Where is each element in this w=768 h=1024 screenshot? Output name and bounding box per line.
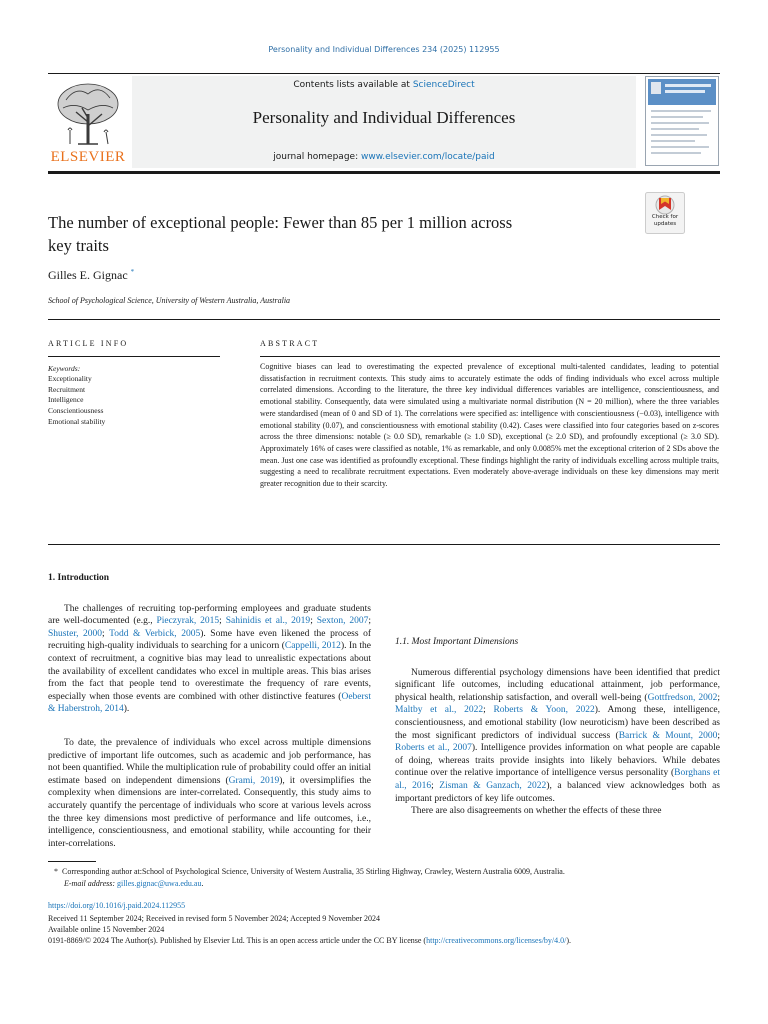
keyword-item: Exceptionality — [48, 374, 92, 383]
column-overflow-mask — [395, 572, 720, 612]
footnote-corresponding: * Corresponding author at:School of Psychological Science, University of Western Australia, 35 Stirling Highway, Crawley, Western Australia 6009, Australia. — [54, 867, 565, 876]
doi-link[interactable]: https://doi.org/10.1016/j.paid.2024.112955 — [48, 901, 186, 910]
subsection-heading: 1.1. Most Important Dimensions — [395, 637, 519, 647]
keywords-label: Keywords: — [48, 364, 81, 373]
contents-line — [132, 80, 636, 90]
keywords-list — [48, 374, 105, 428]
citation-link[interactable]: Barrick & Mount, 2000 — [618, 730, 718, 741]
citation-link[interactable]: Gottfredson, 2002 — [647, 692, 718, 703]
author-name — [48, 268, 134, 283]
online-date: Available online 15 November 2024 — [48, 925, 165, 934]
abstract-text: Cognitive biases can lead to overestimating the expected prevalence of exceptional multi-talented candidates, leading to potential dissatisfaction in recruitment contexts. This study aims to accurately estimate the odds of finding individuals who excel across multiple correlated dimensions. According to the literature, the three key individual differences variables are intelligence, conscientiousness, and emotional stability. Consequently, data were simulated using a multivariate normal distribution (N = 20 million), where the three variables were standardised (mean of 0 and SD of 1). The correlations were specified as: intelligence with conscientiousness (−0.03), intelligence with emotional stability (0.07), and conscientiousness with emotional stability (0.42). Cases were classified into four categories based on z-scores across the three dimensions: notable (≥ 0.0 SD), remarkable (≥ 1.0 SD), exceptional (≥ 2.0 SD), and profoundly exceptional (≥ 3.0 SD). Approximately 16% of cases were classified as notable, 1% as remarkable, and only 0.0085% met the exceptional criterion of 2 SDs above the mean. Just one case was identified as profoundly exceptional. These findings highlight the rarity of individuals excelling across multiple traits, suggesting a need to recalibrate recruitment expectations. Even moderately above-average individuals on these key dimensions may merit greater recognition due to their scarcity. — [260, 362, 719, 489]
title-rule — [48, 319, 720, 320]
citation-link[interactable]: Roberts & Yoon, 2022 — [493, 705, 595, 716]
journal-cover-thumbnail-icon[interactable] — [645, 76, 719, 166]
subsection-paragraph-1: Numerous differential psychology dimensions have been identified that predict significant life outcomes, including educational attainment, job performance, physical health, relationship satisfaction, and overall well-being (Gottfredson, 2002; Maltby et al., 2022; Roberts & Yoon, 2022). Among these, intelligence, conscientiousness, and emotional stability (low neuroticism) have been described as the most significant predictors of individual success (Barrick & Mount, 2000; Roberts et al., 2007). Intelligence provides information on what people are capable of doing, whereas traits provide insights into likely behaviors. While debates continue over the relative importance of intelligence versus personality (Borghans et al., 2016; Zisman & Ganzach, 2022), a balanced view acknowledges both as important predictors of key life outcomes. — [395, 667, 721, 804]
citation-link[interactable]: Oeberst & Haberstroh, 2014 — [48, 691, 371, 715]
abstract-rule — [260, 356, 720, 357]
body-column-left — [48, 572, 371, 716]
email-label: E-mail address: — [64, 879, 118, 888]
crossmark-icon[interactable] — [645, 192, 685, 234]
homepage-prefix: journal homepage: — [273, 152, 361, 162]
keyword-item: Emotional stability — [48, 416, 106, 426]
author-footnote-mark[interactable]: * — [130, 268, 135, 276]
article-title-line-1: The number of exceptional people: Fewer than 85 per 1 million across — [48, 213, 513, 232]
subsection-paragraph-2: There are also disagreements on whether the effects of these three — [411, 806, 662, 817]
received-dates: Received 11 September 2024; Received in revised form 5 November 2024; Accepted 9 November 2024 — [48, 914, 381, 923]
intro-paragraph-2: To date, the prevalence of individuals who excel across multiple dimensions predictive of important life outcomes, such as academic and job performance, has not been quantified. While the multiplication rule of probability could offer an initial estimate based on independent dimensions (Grami, 2019), it oversimplifies the complexity when dimensions are inter-correlated. Consequently, this study aims to accurately quantify the percentage of individuals who score at various levels across the three key dimensions most predictive of performance and life outcomes, i.e., intelligence, conscientiousness, and emotional stability, while accounting for their inter-correlations. — [48, 738, 371, 849]
article-title — [48, 211, 623, 257]
footnote-rule — [48, 861, 96, 862]
citation-link[interactable]: Roberts et al., 2007 — [395, 743, 472, 754]
keyword-item: Recruitment — [48, 384, 86, 394]
article-info-rule — [48, 356, 220, 357]
citation-link[interactable]: Sahinidis et al., 2019 — [225, 616, 311, 627]
sciencedirect-link[interactable]: ScienceDirect — [412, 80, 475, 90]
journal-homepage-link[interactable]: www.elsevier.com/locate/paid — [360, 152, 495, 162]
affiliation: School of Psychological Science, University of Western Australia, Australia — [48, 296, 291, 305]
homepage-line — [132, 152, 636, 162]
citation-link[interactable]: Borghans et al., 2016 — [395, 768, 720, 791]
contents-prefix: Contents lists available at — [293, 80, 413, 90]
keyword-item: Intelligence — [48, 395, 84, 405]
keyword-item: Conscientiousness — [48, 406, 104, 416]
footnote-mark: * — [54, 867, 58, 876]
journal-title: Personality and Individual Differences — [252, 108, 516, 127]
citation-link[interactable]: Cappelli, 2012 — [284, 641, 341, 652]
citation-link[interactable]: Sexton, 2007 — [316, 616, 369, 627]
body-rule — [48, 544, 720, 545]
citation-link[interactable]: Shuster, 2000 — [48, 628, 103, 639]
publisher-wordmark: ELSEVIER — [50, 149, 126, 165]
intro-heading: 1. Introduction — [48, 573, 110, 583]
article-info-heading: ARTICLE INFO — [48, 339, 129, 348]
running-head[interactable]: Personality and Individual Differences 234 (2025) 112955 — [268, 45, 500, 54]
author-text: Gilles E. Gignac — [48, 268, 128, 282]
citation-link[interactable]: Grami, 2019 — [228, 775, 280, 786]
email-link[interactable]: gilles.gignac@uwa.edu.au — [117, 879, 202, 888]
masthead-bottom-rule — [48, 171, 720, 174]
article-title-line-2: key traits — [48, 236, 109, 255]
crossmark-label: Check for updates — [651, 214, 679, 227]
masthead-top-rule — [48, 73, 720, 74]
license-link[interactable]: http://creativecommons.org/licenses/by/4.0/ — [426, 936, 567, 945]
citation-link[interactable]: Maltby et al., 2022 — [395, 705, 484, 716]
body-column-right — [395, 636, 720, 818]
citation-link[interactable]: Pieczyrak, 2015 — [156, 616, 220, 627]
abstract-heading: ABSTRACT — [260, 339, 320, 348]
intro-paragraph-1: The challenges of recruiting top-performing employees and graduate students are well-documented (e.g., Pieczyrak, 2015; Sahinidis et al., 2019; Sexton, 2007; Shuster, 2000; Todd & Verbick, 2005). Some have even likened the process of recruiting high-quality individuals to searching for a unicorn (Cappelli, 2012). In the context of recruitment, a cognitive bias may lead to unrealistic expectations about the availability of excellent candidates who excel in multiple areas. This bias arises from the fact that people tend to overestimate the frequency of rare events, especially when those events are combined with other distinctive features (Oeberst & Haberstroh, 2014). — [48, 603, 372, 715]
citation-link[interactable]: Zisman & Ganzach, 2022 — [439, 780, 547, 791]
footnote-email: E-mail address: gilles.gignac@uwa.edu.au. — [64, 879, 204, 888]
license-line: 0191-8869/© 2024 The Author(s). Published by Elsevier Ltd. This is an open access article under the CC BY license (http://creativecommons.org/licenses/by/4.0/). — [48, 936, 572, 945]
citation-link[interactable]: Todd & Verbick, 2005 — [109, 628, 201, 639]
